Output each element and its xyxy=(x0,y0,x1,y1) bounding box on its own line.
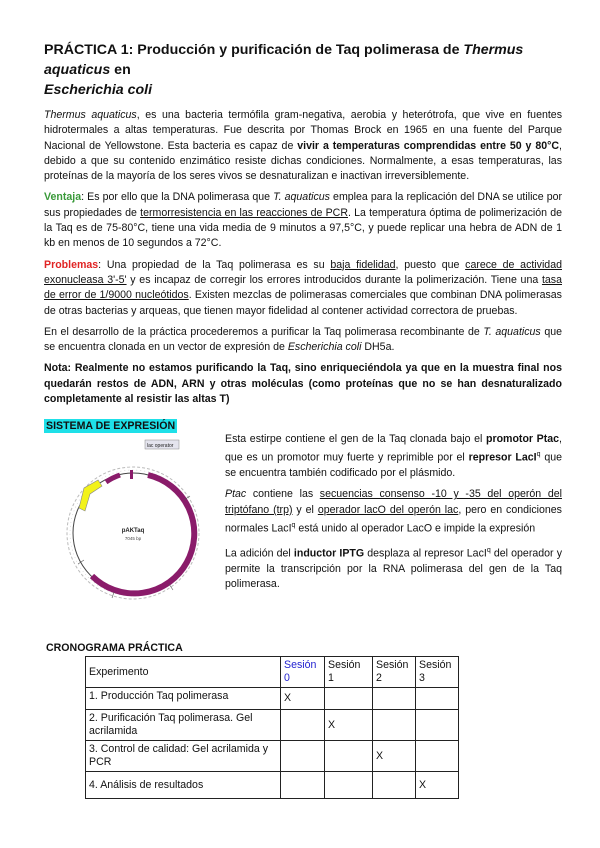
intro-paragraph: Thermus aquaticus, es una bacteria termófila gram-negativa, aerobia y heterótrofa, que vive en fuentes hidrotermales a altas temperaturas. Fue descrita por Thomas Brock en 1965 en una fuente del Parque Nacional de Yellowstone. Esta bacteria es capaz de vivir a temperaturas comprendidas entre 50 y 80°C, debido a que su contenido enzimático resiste dichas condiciones. Normalmente, a esas temperaturas, las proteínas de la mayoría de los seres vivos se desnaturalizan e inactivan irreversiblemente. xyxy=(44,109,562,183)
sistema-text xyxy=(225,432,562,592)
header-sesion-0: Sesión 0 xyxy=(281,657,325,688)
plasmid-name: pAKTaq xyxy=(121,528,145,534)
nota-paragraph: Nota: Realmente no estamos purificando la Taq, sino enriqueciéndola ya que en la muestra final nos quedarán restos de ADN, ARN y otras moléculas (como proteínas que no se han desnaturalizado completamente al resistir las altas T) xyxy=(44,362,562,406)
header-sesion-3: Sesión 3 xyxy=(416,657,459,688)
plasmid-map xyxy=(44,434,222,620)
plasmid-figure xyxy=(44,434,222,620)
crono-heading: CRONOGRAMA PRÁCTICA xyxy=(46,642,183,654)
sistema-heading: SISTEMA DE EXPRESIÓN xyxy=(46,420,176,433)
table-row: 4. Análisis de resultados X xyxy=(86,772,459,799)
sistema-p2: Ptac contiene las secuencias consenso -10 y -35 del operón del triptófano (trp) y el operador lacO del operón lac, pero en condiciones normales LacI$^q$ está unido al operador LacO e impide la expresión xyxy=(225,488,562,535)
plasmid-size: 7045 bp xyxy=(124,536,142,541)
problemas-label: Problemas xyxy=(44,258,99,271)
header-experimento: Experimento xyxy=(86,657,281,688)
sistema-p1: Esta estirpe contiene el gen de la Taq clonada bajo el promotor Ptac, que es un promotor muy fuerte y reprimible por el represor LacI$^q$ que se encuentra también codificado por el plásmido. xyxy=(225,433,563,480)
header-sesion-2: Sesión 2 xyxy=(373,657,416,688)
table-row: 2. Purificación Taq polimerasa. Gel acrilamida X xyxy=(86,710,459,741)
sistema-p3: La adición del inductor IPTG desplaza al represor LacI$^q$ del operador y permite la transcripción por la RNA polimerasa del gen de la Taq polimerasa. xyxy=(225,546,562,590)
table-row: 3. Control de calidad: Gel acrilamida y PCR X xyxy=(86,741,459,772)
table-header-row xyxy=(86,657,459,688)
desarrollo-paragraph: En el desarrollo de la práctica procederemos a purificar la Taq polimerasa recombinante de T. aquaticus que se encuentra clonada en un vector de expresión de Escherichia coli DH5a. xyxy=(44,325,563,354)
schedule-table xyxy=(85,656,459,799)
page-title: PRÁCTICA 1: Producción y purificación de Taq polimerasa de Thermus aquaticus en Escherichia coli xyxy=(44,42,524,98)
problemas-paragraph: Problemas: Una propiedad de la Taq polimerasa es su baja fidelidad, puesto que carece de actividad exonucleasa 3'-5' y es incapaz de corregir los errores introducidos durante la polimerización. Tiene una tasa de error de 1/9000 nucleótidos. Existen mezclas de polimerasas comerciales que combinan DNA polimerasas de otras bacterias y arqueas, que tienen mayor fidelidad al contener actividad correctora de pruebas. xyxy=(44,258,562,317)
ventaja-paragraph: Ventaja: Es por ello que la DNA polimerasa que T. aquaticus emplea para la replicación del DNA se utilice por sus propiedades de termorresistencia en las reacciones de PCR. La temperatura óptima de polimerización de la Taq es de 75-80°C, tiene una vida media de 9 minutos a 97,5°C, y puede replicar una hebra de ADN de 1 kb en menos de 10 segundos a 72°C. xyxy=(44,191,563,250)
table-row: 1. Producción Taq polimerasa X xyxy=(86,688,459,710)
plasmid-operator-tag: lac operator xyxy=(147,443,174,449)
ventaja-label: Ventaja xyxy=(44,191,82,204)
header-sesion-1: Sesión 1 xyxy=(325,657,373,688)
